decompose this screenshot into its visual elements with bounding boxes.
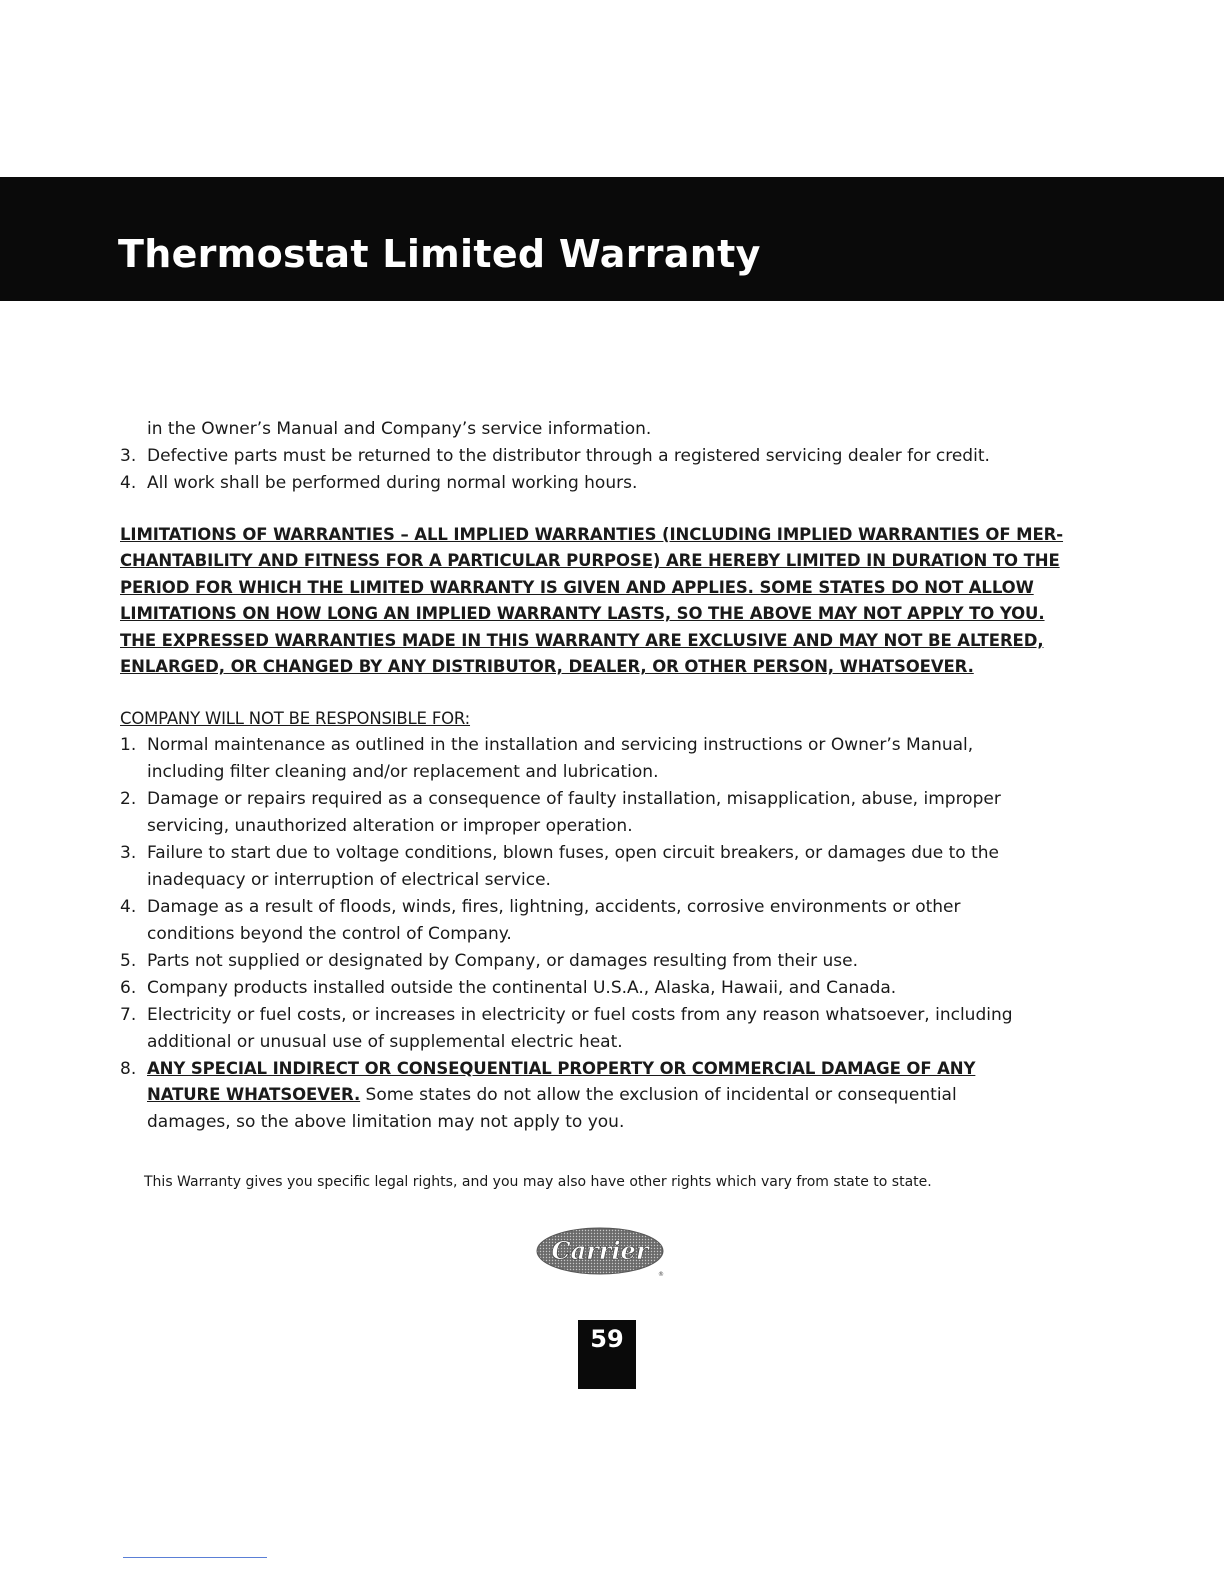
- item-number: 3.: [120, 842, 137, 863]
- carrier-logo: [536, 1226, 668, 1278]
- intro-item: [120, 470, 1096, 497]
- responsibility-item: [120, 786, 1096, 840]
- item-line: Parts not supplied or designated by Company, or damages resulting from their use.: [147, 950, 858, 971]
- item-number: 7.: [120, 1004, 137, 1025]
- item-line: inadequacy or interruption of electrical service.: [147, 869, 551, 890]
- item-number: 4.: [120, 896, 137, 917]
- intro-item-text: Defective parts must be returned to the distributor through a registered servicing dealer for credit.: [147, 445, 990, 466]
- item-line: Damage or repairs required as a consequence of faulty installation, misapplication, abuse, improper: [147, 788, 1001, 809]
- responsibility-item: [120, 840, 1096, 894]
- item-line: Normal maintenance as outlined in the installation and servicing instructions or Owner’s Manual,: [147, 734, 974, 755]
- intro-item-number: 4.: [120, 472, 137, 493]
- page-number: 59: [590, 1325, 624, 1353]
- responsibility-heading: COMPANY WILL NOT BE RESPONSIBLE FOR:: [120, 708, 471, 728]
- item-line: additional or unusual use of supplemental electric heat.: [147, 1031, 623, 1052]
- intro-item-text: All work shall be performed during normal working hours.: [147, 472, 638, 493]
- item-line: conditions beyond the control of Company.: [147, 923, 512, 944]
- legal-rights-note: This Warranty gives you specific legal rights, and you may also have other rights which vary from state to state.: [144, 1174, 932, 1190]
- item-line: servicing, unauthorized alteration or improper operation.: [147, 815, 633, 836]
- item-line: damages, so the above limitation may not apply to you.: [147, 1112, 625, 1132]
- intro-continuation: in the Owner’s Manual and Company’s service information.: [147, 419, 652, 439]
- limitations-paragraph: [120, 522, 1096, 681]
- responsibility-item: [120, 975, 1096, 1002]
- item-caps-line: ANY SPECIAL INDIRECT OR CONSEQUENTIAL PROPERTY OR COMMERCIAL DAMAGE OF ANY: [147, 1058, 976, 1078]
- responsibility-item: [120, 894, 1096, 948]
- item-number: 6.: [120, 977, 137, 998]
- limitations-line: PERIOD FOR WHICH THE LIMITED WARRANTY IS GIVEN AND APPLIES. SOME STATES DO NOT ALLOW: [120, 577, 1034, 597]
- page-number-box: [578, 1320, 636, 1389]
- footnote-rule: [123, 1557, 267, 1558]
- intro-item-number: 3.: [120, 445, 137, 466]
- limitations-line: THE EXPRESSED WARRANTIES MADE IN THIS WARRANTY ARE EXCLUSIVE AND MAY NOT BE ALTERED,: [120, 630, 1044, 650]
- item-line: Electricity or fuel costs, or increases in electricity or fuel costs from any reason whatsoever, including: [147, 1004, 1013, 1025]
- responsibility-item: [120, 1056, 1096, 1137]
- limitations-line: LIMITATIONS ON HOW LONG AN IMPLIED WARRANTY LASTS, SO THE ABOVE MAY NOT APPLY TO YOU.: [120, 604, 1045, 623]
- item-number: 8.: [120, 1058, 137, 1079]
- responsibility-item: [120, 1002, 1096, 1056]
- item-number: 5.: [120, 950, 137, 971]
- item-caps-phrase: NATURE WHATSOEVER.: [147, 1085, 361, 1104]
- limitations-line: LIMITATIONS OF WARRANTIES – ALL IMPLIED WARRANTIES (INCLUDING IMPLIED WARRANTIES OF MER-: [120, 524, 1064, 544]
- warranty-content: [120, 416, 1096, 1136]
- item-number: 1.: [120, 734, 137, 755]
- responsibility-section: [120, 706, 1096, 1137]
- limitations-line: CHANTABILITY AND FITNESS FOR A PARTICULAR PURPOSE) ARE HEREBY LIMITED IN DURATION TO THE: [120, 551, 1060, 570]
- limitations-line: ENLARGED, OR CHANGED BY ANY DISTRIBUTOR, DEALER, OR OTHER PERSON, WHATSOEVER.: [120, 657, 974, 676]
- responsibility-item: [120, 948, 1096, 975]
- item-line: Failure to start due to voltage conditions, blown fuses, open circuit breakers, or damages due to the: [147, 842, 999, 863]
- item-line: Damage as a result of floods, winds, fires, lightning, accidents, corrosive environments or other: [147, 896, 961, 917]
- item-text: Some states do not allow the exclusion of incidental or consequential: [360, 1085, 957, 1105]
- item-line: Company products installed outside the continental U.S.A., Alaska, Hawaii, and Canada.: [147, 977, 897, 998]
- intro-item: [120, 443, 1096, 470]
- page-title: Thermostat Limited Warranty: [118, 232, 761, 276]
- responsibility-item: [120, 732, 1096, 786]
- item-line: [147, 1082, 1096, 1109]
- registered-mark: ®: [658, 1271, 664, 1278]
- item-line: including filter cleaning and/or replacement and lubrication.: [147, 761, 659, 782]
- item-number: 2.: [120, 788, 137, 809]
- logo-wordmark: Carrier: [551, 1236, 649, 1265]
